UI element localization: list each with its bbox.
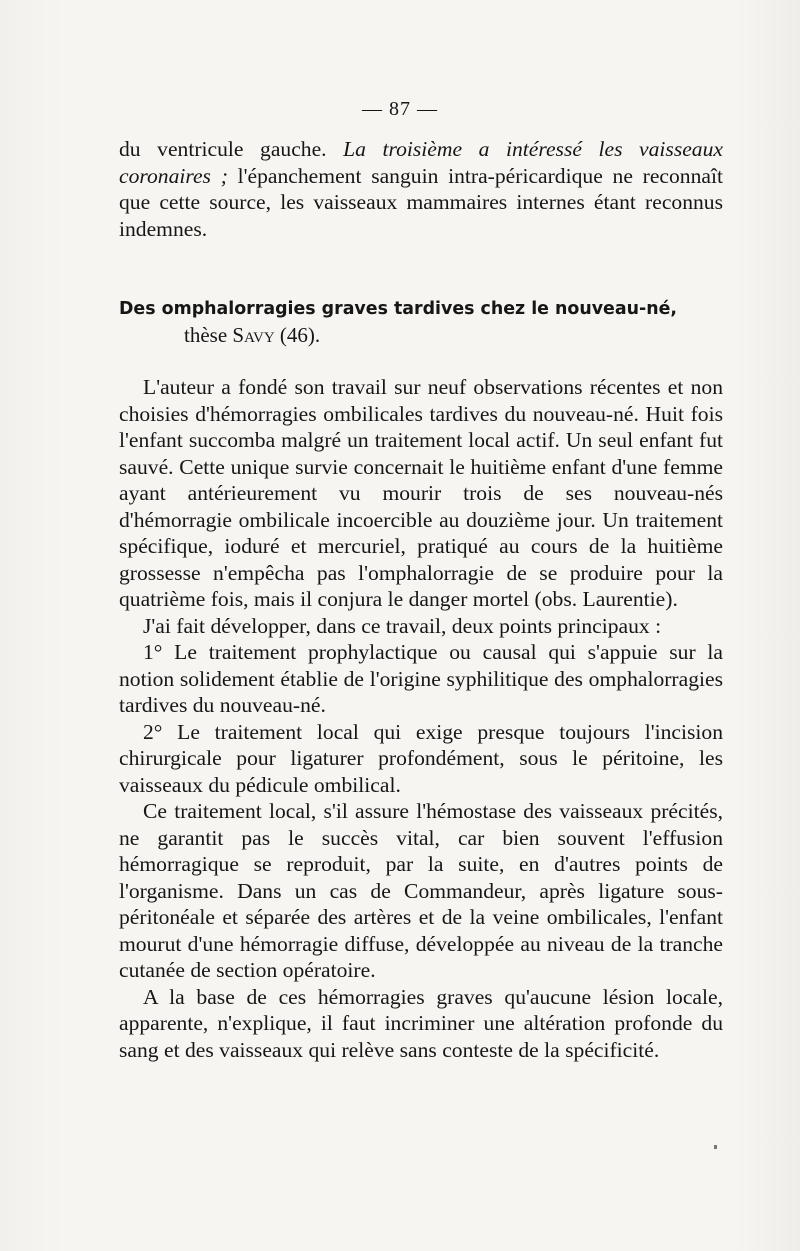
lead-paragraph bbox=[119, 136, 723, 242]
page-number: — 87 — bbox=[362, 98, 438, 120]
lead-text-start: du ventricule gauche. bbox=[119, 137, 344, 161]
section-heading bbox=[119, 296, 729, 348]
paragraph: L'auteur a fondé son travail sur neuf observations récentes et non choisies d'hémorragies ombilicales tardives du nouveau-né. Huit fois l'enfant succomba malgré un traitement local actif. Un seul enfant fut sauvé. Cette unique survie concernait le huitième enfant d'une femme ayant antérieurement vu mourir trois de ses nouveau-nés d'hémorragie ombilicale incoercible au douzième jour. Un traitement spécifique, ioduré et mercuriel, pratiqué au cours de la huitième grossesse n'empêcha pas l'omphalorragie de se produire pour la quatrième fois, mais il conjura le danger mortel (obs. Laurentie). bbox=[119, 375, 723, 611]
thesis-reference bbox=[119, 322, 729, 348]
section-title: Des omphalorragies graves tardives chez le nouveau-né, bbox=[119, 299, 677, 319]
print-speck bbox=[714, 1145, 717, 1149]
lead-italic-text: La troisième a intéressé les vaisseaux coronaires ; bbox=[119, 137, 723, 188]
lead-text-end: l'épanchement sanguin intra-péricardique ne reconnaît que cette source, les vaisseaux mammaires internes étant reconnus indemnes. bbox=[119, 163, 723, 241]
body-text bbox=[119, 374, 723, 1063]
thesis-prefix: thèse bbox=[184, 323, 233, 347]
thesis-author: Savy bbox=[232, 323, 275, 347]
thesis-ref-number: (46). bbox=[274, 323, 321, 347]
paragraph: A la base de ces hémorragies graves qu'aucune lésion locale, apparente, n'explique, il faut incriminer une altération profonde du sang et des vaisseaux qui relève sans conteste de la spécificité. bbox=[119, 984, 723, 1062]
paragraph: Ce traitement local, s'il assure l'hémostase des vaisseaux précités, ne garantit pas le succès vital, car bien souvent l'effusion hémorragique se reproduit, par la suite, en d'autres points de l'organisme. Dans un cas de Commandeur, après ligature sous-péritonéale et séparée des artères et de la veine ombilicales, l'enfant mourut d'une hémorragie diffuse, développée au niveau de la tranche cutanée de section opératoire. bbox=[119, 799, 723, 982]
paragraph: 1° Le traitement prophylactique ou causal qui s'appuie sur la notion solidement établie de l'origine syphilitique des omphalorragies tardives du nouveau-né. bbox=[119, 640, 723, 717]
paragraph: 2° Le traitement local qui exige presque toujours l'incision chirurgicale pour ligaturer profondément, sous le péritoine, les vaisseaux du pédicule ombilical. bbox=[119, 719, 723, 797]
paragraph: J'ai fait développer, dans ce travail, deux points principaux : bbox=[143, 613, 662, 638]
